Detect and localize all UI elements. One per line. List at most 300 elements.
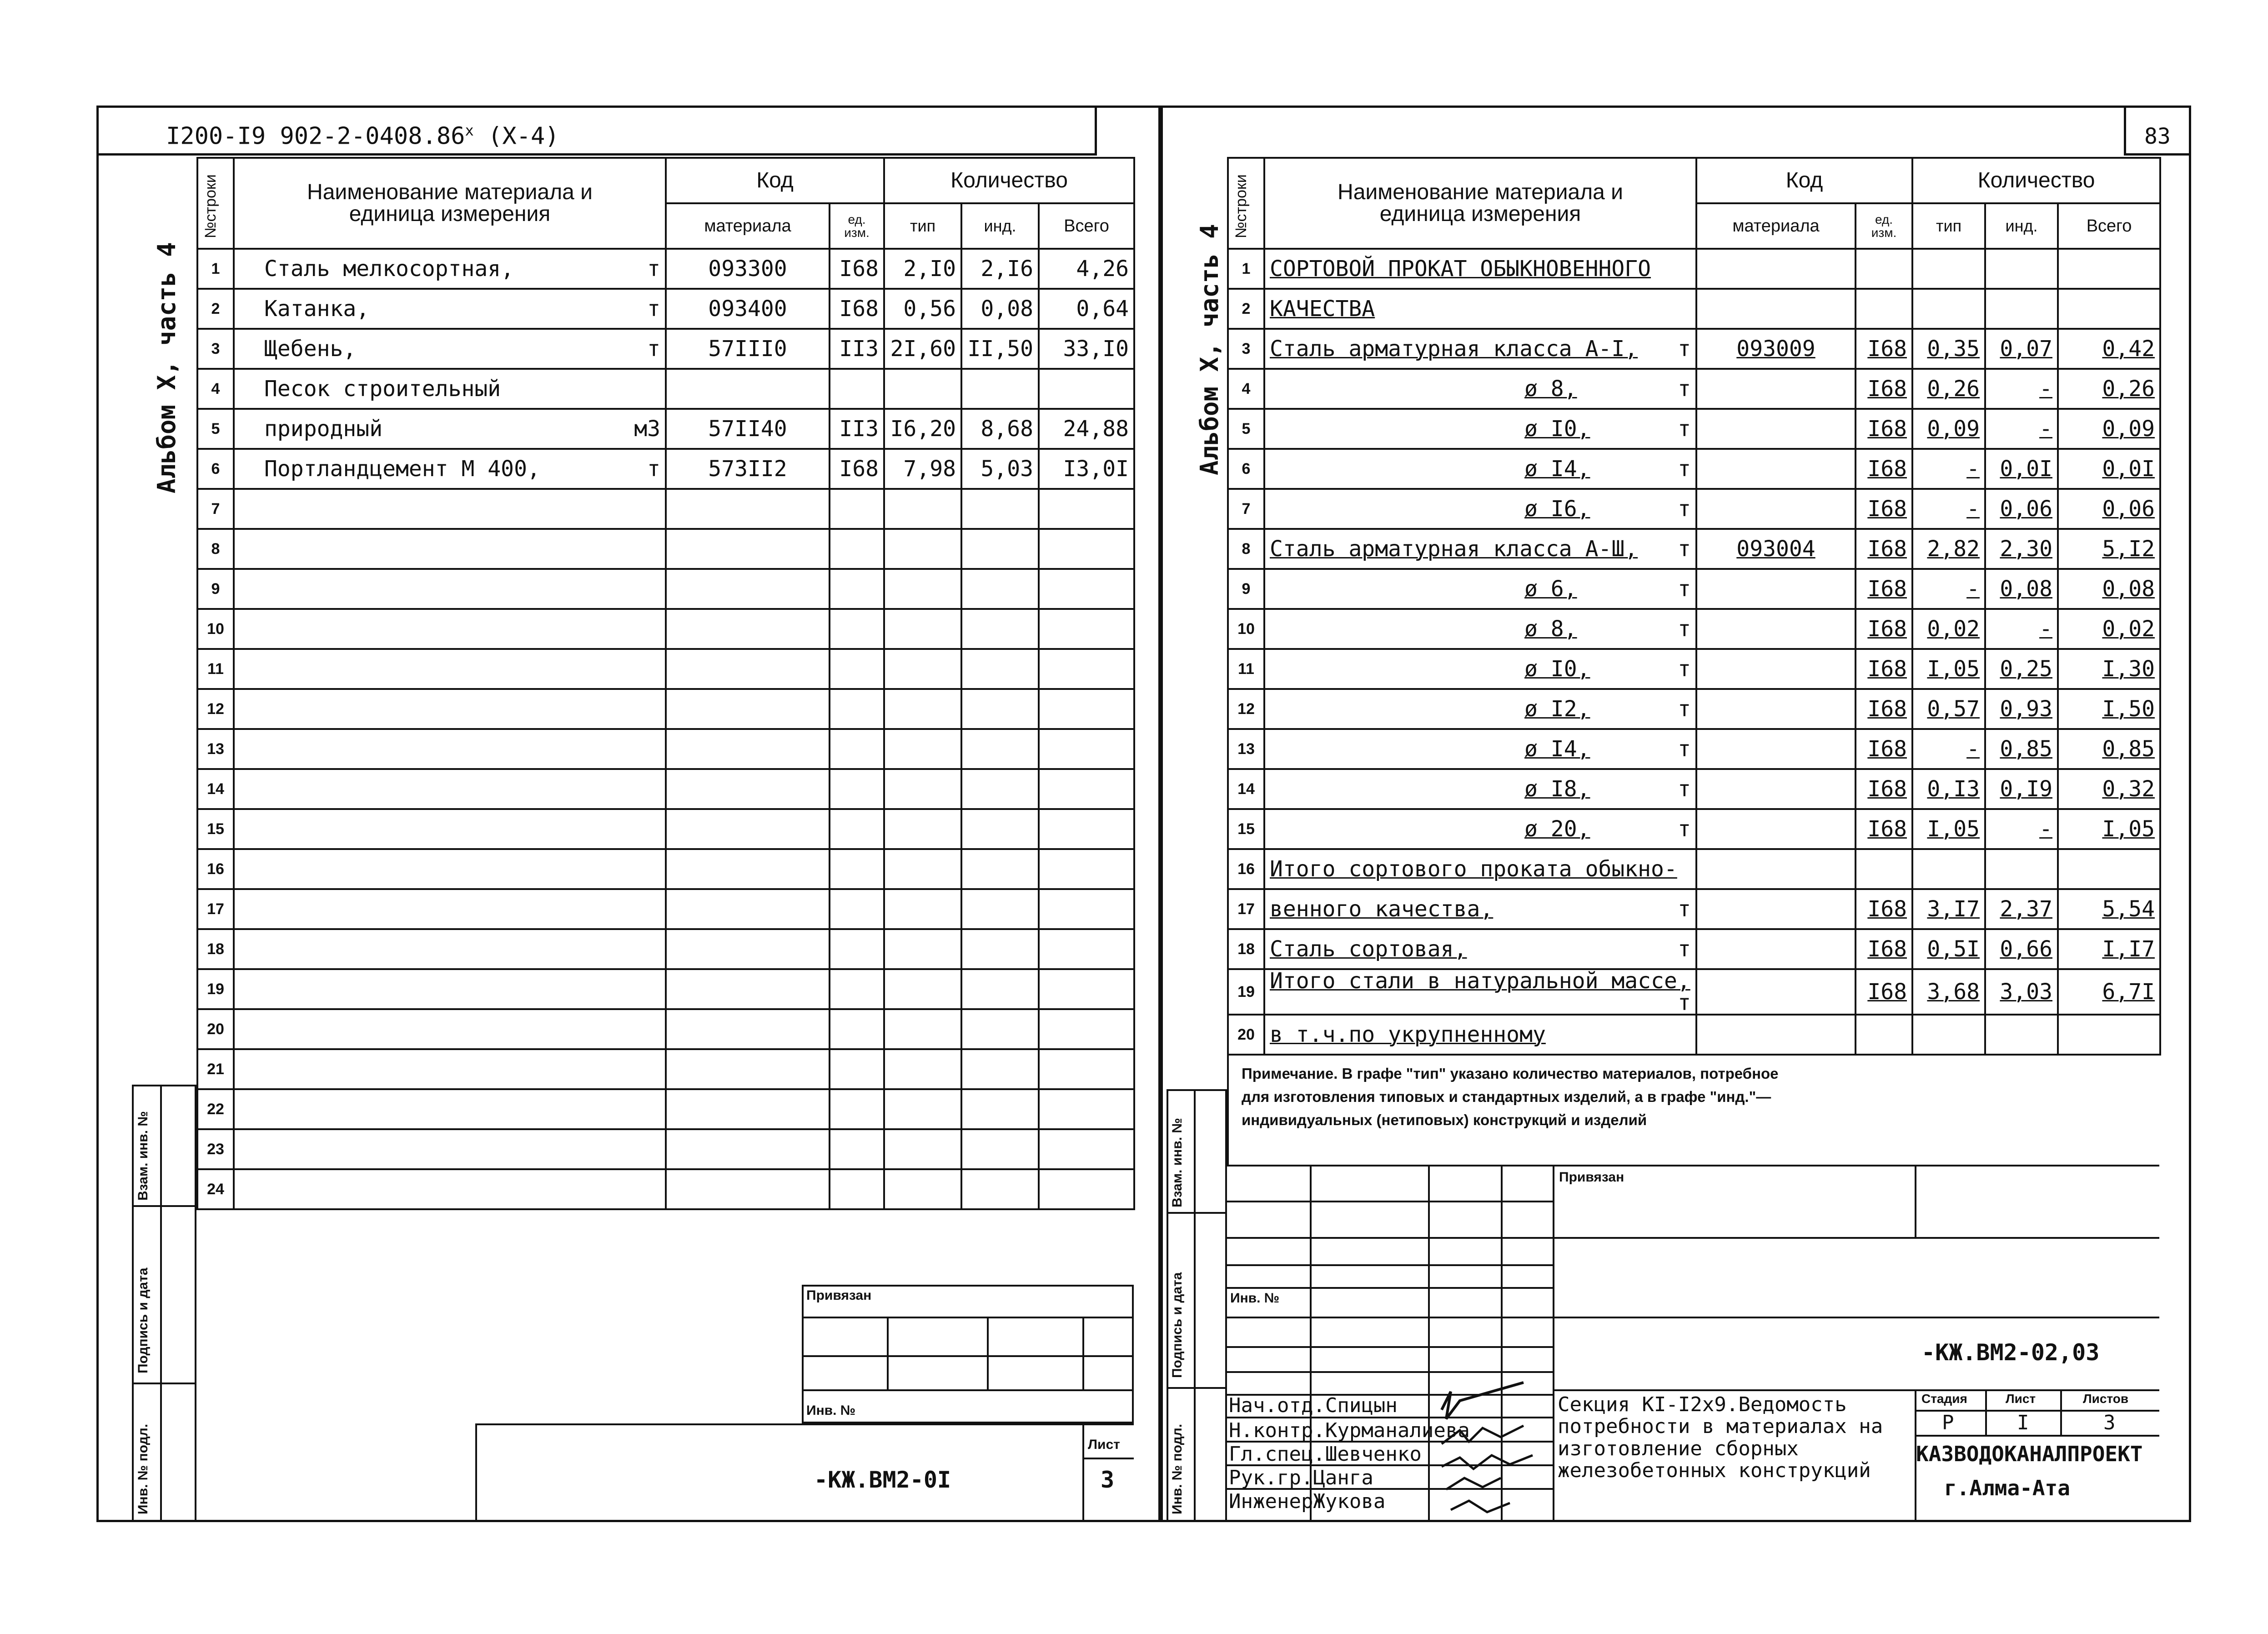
material-name-text xyxy=(239,776,264,802)
material-unit: т xyxy=(1678,416,1691,442)
row-no: 24 xyxy=(197,1169,234,1209)
qty-type: - xyxy=(1912,729,1985,769)
row-no: 2 xyxy=(197,289,234,329)
qty-total: 0,64 xyxy=(1039,289,1134,329)
row-no: 18 xyxy=(197,929,234,969)
material-code xyxy=(666,609,830,649)
unit-code xyxy=(830,889,884,929)
material-code: 093300 xyxy=(666,249,830,289)
material-unit: т xyxy=(1678,536,1691,562)
table-row xyxy=(197,769,1134,809)
row-no: 6 xyxy=(1228,449,1264,489)
table-row xyxy=(197,569,1134,609)
qty-ind: 3,03 xyxy=(1985,969,2058,1015)
table-row xyxy=(197,249,1134,289)
material-name-text: ø 6, xyxy=(1524,576,1577,602)
qty-type: I,05 xyxy=(1912,809,1985,849)
qty-type xyxy=(884,1129,961,1169)
material-name-text: Портландцемент М 400, xyxy=(264,456,540,482)
left-col-qty-total: Всего xyxy=(1039,203,1134,249)
table-row xyxy=(197,1169,1134,1209)
table-row xyxy=(1228,969,2160,1015)
right-col-qty: Количество xyxy=(1912,158,2160,203)
row-no: 8 xyxy=(1228,529,1264,569)
qty-total: 5,I2 xyxy=(2058,529,2160,569)
table-row xyxy=(197,409,1134,449)
right-role-5: ИнженерЖукова xyxy=(1229,1490,1386,1513)
right-doc-code: -КЖ.ВМ2-02,03 xyxy=(1921,1339,2100,1366)
table-row xyxy=(1228,409,2160,449)
row-no: 11 xyxy=(1228,649,1264,689)
material-name xyxy=(1264,529,1696,569)
table-row xyxy=(1228,609,2160,649)
material-name-text xyxy=(239,1016,264,1042)
qty-type xyxy=(884,769,961,809)
material-name xyxy=(1264,809,1696,849)
material-name-text: Сталь сортовая, xyxy=(1270,936,1467,962)
material-code: 093400 xyxy=(666,289,830,329)
unit-code xyxy=(1856,289,1912,329)
unit-code xyxy=(830,489,884,529)
material-unit: т xyxy=(647,456,660,482)
right-city: г.Алма-Ата xyxy=(1944,1476,2070,1500)
material-name-text: венного качества, xyxy=(1270,896,1494,922)
right-col-code-material: материала xyxy=(1696,203,1856,249)
unit-code: I68 xyxy=(830,289,884,329)
material-code xyxy=(1696,689,1856,729)
left-inv-no-label: Инв. № xyxy=(806,1403,856,1418)
qty-total: 0,06 xyxy=(2058,489,2160,529)
qty-ind xyxy=(961,529,1039,569)
qty-ind xyxy=(961,929,1039,969)
table-row xyxy=(1228,449,2160,489)
qty-ind xyxy=(1985,249,2058,289)
material-name-text xyxy=(239,696,264,722)
unit-code: I68 xyxy=(1856,809,1912,849)
material-code xyxy=(1696,849,1856,889)
unit-code xyxy=(1856,249,1912,289)
material-name xyxy=(1264,289,1696,329)
right-privyazan-vline xyxy=(1915,1166,1916,1237)
material-name xyxy=(1264,249,1696,289)
qty-ind xyxy=(961,969,1039,1009)
right-stage-hline-2 xyxy=(1915,1435,2159,1437)
qty-ind: 0,I9 xyxy=(1985,769,2058,809)
qty-total xyxy=(1039,729,1134,769)
unit-code xyxy=(830,809,884,849)
qty-type: - xyxy=(1912,489,1985,529)
qty-type xyxy=(884,849,961,889)
material-code xyxy=(666,369,830,409)
qty-total: 0,08 xyxy=(2058,569,2160,609)
qty-total xyxy=(1039,1129,1134,1169)
right-col-row-no: №строки xyxy=(1228,158,1264,249)
qty-type xyxy=(884,489,961,529)
material-name-text: ø I8, xyxy=(1524,776,1590,802)
unit-code: I68 xyxy=(1856,929,1912,969)
unit-code: I68 xyxy=(830,449,884,489)
qty-type: 0,I3 xyxy=(1912,769,1985,809)
material-code xyxy=(1696,369,1856,409)
qty-ind: 0,06 xyxy=(1985,489,2058,529)
row-no: 1 xyxy=(1228,249,1264,289)
row-no: 3 xyxy=(1228,329,1264,369)
qty-type: I6,20 xyxy=(884,409,961,449)
left-code-box xyxy=(475,1423,1134,1522)
material-code xyxy=(666,809,830,849)
material-name xyxy=(1264,969,1696,1015)
qty-total xyxy=(1039,809,1134,849)
material-code xyxy=(666,529,830,569)
unit-code: I68 xyxy=(1856,369,1912,409)
table-row xyxy=(1228,1015,2160,1055)
qty-total xyxy=(2058,1015,2160,1055)
qty-ind xyxy=(1985,1015,2058,1055)
table-row xyxy=(1228,729,2160,769)
row-no: 10 xyxy=(1228,609,1264,649)
left-album-label: Альбом X, часть 4 xyxy=(152,242,181,493)
left-privyazan-vline-1 xyxy=(887,1317,889,1389)
right-stamp-hline-1 xyxy=(1554,1237,2159,1239)
qty-ind xyxy=(961,609,1039,649)
material-name xyxy=(1264,889,1696,929)
material-code xyxy=(1696,609,1856,649)
left-side-strip-divider-1 xyxy=(132,1205,196,1207)
qty-ind xyxy=(961,369,1039,409)
qty-ind xyxy=(961,489,1039,529)
qty-total xyxy=(1039,569,1134,609)
material-code xyxy=(666,1049,830,1089)
material-name-text xyxy=(239,976,264,1002)
material-name xyxy=(234,809,666,849)
right-stage-vline-2 xyxy=(2060,1389,2062,1435)
material-unit: т xyxy=(647,256,660,282)
table-row xyxy=(197,1129,1134,1169)
right-stage-vline-1 xyxy=(1985,1389,1987,1435)
material-code xyxy=(666,849,830,889)
qty-total xyxy=(1039,1169,1134,1209)
row-no: 20 xyxy=(1228,1015,1264,1055)
material-code xyxy=(666,1129,830,1169)
qty-type xyxy=(884,529,961,569)
material-code xyxy=(666,729,830,769)
qty-total: 24,88 xyxy=(1039,409,1134,449)
unit-code xyxy=(830,929,884,969)
qty-total xyxy=(1039,1009,1134,1049)
row-no: 19 xyxy=(197,969,234,1009)
material-name xyxy=(1264,489,1696,529)
material-name-text: Итого сортового проката обыкно- xyxy=(1270,856,1677,882)
material-name-text: Сталь мелкосортная, xyxy=(264,256,514,282)
material-name xyxy=(1264,1015,1696,1055)
right-side-label-inv: Инв. № подл. xyxy=(1170,1423,1185,1514)
row-no: 23 xyxy=(197,1129,234,1169)
left-list-label: Лист xyxy=(1088,1437,1120,1452)
material-name xyxy=(234,889,666,929)
qty-total xyxy=(2058,289,2160,329)
unit-code xyxy=(830,689,884,729)
qty-type: - xyxy=(1912,569,1985,609)
material-name-text xyxy=(239,896,264,922)
material-code xyxy=(1696,969,1856,1015)
material-code xyxy=(666,489,830,529)
material-name xyxy=(1264,369,1696,409)
left-doc-code: -КЖ.ВМ2-0I xyxy=(814,1467,951,1493)
table-row xyxy=(197,1089,1134,1129)
qty-type: 2,82 xyxy=(1912,529,1985,569)
material-name-text xyxy=(239,1176,264,1202)
qty-type: 3,I7 xyxy=(1912,889,1985,929)
left-side-strip-divider-v xyxy=(160,1085,162,1522)
qty-ind: - xyxy=(1985,369,2058,409)
qty-ind: 2,I6 xyxy=(961,249,1039,289)
material-code xyxy=(1696,289,1856,329)
table-row xyxy=(1228,329,2160,369)
material-code: 57III0 xyxy=(666,329,830,369)
unit-code xyxy=(830,529,884,569)
material-code xyxy=(666,1009,830,1049)
qty-total: 0,0I xyxy=(2058,449,2160,489)
material-unit: т xyxy=(1678,616,1691,642)
material-name-text: ø 20, xyxy=(1524,816,1590,842)
right-sheet-value: I xyxy=(2017,1411,2029,1434)
qty-total: 0,42 xyxy=(2058,329,2160,369)
unit-code: I68 xyxy=(1856,649,1912,689)
qty-type xyxy=(884,889,961,929)
table-row xyxy=(1228,769,2160,809)
table-row xyxy=(1228,369,2160,409)
material-name-text xyxy=(239,1136,264,1162)
unit-code xyxy=(830,849,884,889)
row-no: 9 xyxy=(1228,569,1264,609)
table-row xyxy=(197,489,1134,529)
row-no: 11 xyxy=(197,649,234,689)
material-name xyxy=(234,289,666,329)
material-name xyxy=(1264,929,1696,969)
row-no: 14 xyxy=(1228,769,1264,809)
row-no: 17 xyxy=(197,889,234,929)
qty-type xyxy=(884,609,961,649)
right-sheets-value: 3 xyxy=(2103,1411,2116,1434)
material-name-text: Сталь арматурная класса А-I, xyxy=(1270,336,1638,362)
qty-total xyxy=(1039,929,1134,969)
left-side-strip-divider-2 xyxy=(132,1383,196,1384)
row-no: 1 xyxy=(197,249,234,289)
material-name xyxy=(234,1089,666,1129)
table-row xyxy=(1228,689,2160,729)
material-code xyxy=(1696,409,1856,449)
material-name-text: ø I6, xyxy=(1524,496,1590,522)
material-name xyxy=(234,849,666,889)
right-sheet-title: Секция КI-I2х9.Ведомость потребности в материалах на изготовление сборных железобетонных конструкций xyxy=(1558,1393,1883,1483)
left-side-label-inv: Инв. № подл. xyxy=(136,1423,151,1514)
qty-ind xyxy=(961,769,1039,809)
material-name xyxy=(1264,569,1696,609)
material-name-text: ø I0, xyxy=(1524,416,1590,442)
material-name-text: Щебень, xyxy=(264,336,357,362)
signatures xyxy=(1433,1373,1551,1519)
table-row xyxy=(1228,489,2160,529)
qty-ind: 0,85 xyxy=(1985,729,2058,769)
unit-code xyxy=(830,569,884,609)
qty-ind xyxy=(961,809,1039,849)
qty-total xyxy=(1039,1089,1134,1129)
table-row xyxy=(1228,809,2160,849)
qty-ind: 8,68 xyxy=(961,409,1039,449)
right-stamp-hline-2 xyxy=(1554,1317,2159,1318)
unit-code xyxy=(830,1009,884,1049)
material-unit: т xyxy=(1678,336,1691,362)
material-name-text: ø I2, xyxy=(1524,696,1590,722)
qty-type: 0,09 xyxy=(1912,409,1985,449)
material-unit: т xyxy=(1678,576,1691,602)
qty-ind xyxy=(961,1169,1039,1209)
left-header-suffix: (X-4) xyxy=(488,122,559,150)
material-name-text xyxy=(239,576,264,602)
qty-total xyxy=(1039,649,1134,689)
material-name-text xyxy=(239,496,264,522)
table-row xyxy=(1228,569,2160,609)
material-name-text: в т.ч.по укрупненному xyxy=(1270,1022,1546,1047)
qty-type xyxy=(1912,1015,1985,1055)
right-note: Примечание. В графе "тип" указано количество материалов, потребное для изготовления типовых и стандартных изделий, а в графе "инд."— индивидуальных (нетиповых) конструкций и изделий xyxy=(1242,1065,1779,1129)
qty-ind xyxy=(961,889,1039,929)
material-name xyxy=(1264,649,1696,689)
right-page-no: 83 xyxy=(2144,124,2171,149)
qty-total xyxy=(1039,769,1134,809)
left-col-code: Код xyxy=(666,158,884,203)
qty-ind: 5,03 xyxy=(961,449,1039,489)
right-col-qty-total: Всего xyxy=(2058,203,2160,249)
qty-total xyxy=(1039,1049,1134,1089)
qty-type: 7,98 xyxy=(884,449,961,489)
material-name xyxy=(234,529,666,569)
qty-type: I,05 xyxy=(1912,649,1985,689)
material-name xyxy=(234,489,666,529)
right-role-3: Гл.спец.Шевченко xyxy=(1229,1443,1422,1466)
qty-ind: 0,93 xyxy=(1985,689,2058,729)
unit-code: II3 xyxy=(830,409,884,449)
right-col-qty-ind: инд. xyxy=(1985,203,2058,249)
qty-type: 2I,60 xyxy=(884,329,961,369)
qty-type xyxy=(1912,289,1985,329)
table-row xyxy=(197,929,1134,969)
unit-code xyxy=(830,369,884,409)
material-name xyxy=(234,1129,666,1169)
material-name-text: КАЧЕСТВА xyxy=(1270,296,1375,322)
row-no: 4 xyxy=(1228,369,1264,409)
qty-ind xyxy=(961,689,1039,729)
right-stage-value: Р xyxy=(1942,1411,1954,1434)
left-col-code-unit: ед. изм. xyxy=(830,203,884,249)
unit-code xyxy=(830,1049,884,1089)
left-header-code xyxy=(166,122,559,150)
material-code xyxy=(1696,929,1856,969)
right-role-2: Н.контр.Курманалиева xyxy=(1229,1419,1470,1442)
material-code xyxy=(1696,569,1856,609)
qty-ind xyxy=(961,849,1039,889)
qty-total: 6,7I xyxy=(2058,969,2160,1015)
stamp-hline xyxy=(1227,1264,1554,1266)
material-name xyxy=(234,649,666,689)
row-no: 14 xyxy=(197,769,234,809)
qty-type: 0,26 xyxy=(1912,369,1985,409)
left-header-sup: x xyxy=(465,122,474,139)
material-name-text: ø I4, xyxy=(1524,456,1590,482)
material-name-text xyxy=(239,616,264,642)
row-no: 16 xyxy=(197,849,234,889)
material-code xyxy=(666,569,830,609)
material-code xyxy=(1696,1015,1856,1055)
right-side-strip-divider-2 xyxy=(1167,1387,1227,1389)
material-code xyxy=(1696,649,1856,689)
qty-type: 0,02 xyxy=(1912,609,1985,649)
material-unit: т xyxy=(1678,816,1691,842)
qty-type xyxy=(884,929,961,969)
material-name xyxy=(1264,769,1696,809)
material-unit: т xyxy=(1678,776,1691,802)
table-row xyxy=(197,729,1134,769)
material-code xyxy=(1696,729,1856,769)
material-name xyxy=(234,449,666,489)
right-side-strip-divider-1 xyxy=(1167,1212,1227,1214)
left-col-qty-type: тип xyxy=(884,203,961,249)
material-name-text: природный xyxy=(264,416,383,442)
qty-ind: 2,30 xyxy=(1985,529,2058,569)
left-list-no: 3 xyxy=(1101,1467,1115,1493)
qty-type xyxy=(884,1089,961,1129)
table-row xyxy=(1228,929,2160,969)
table-row xyxy=(197,689,1134,729)
left-privyazan-label: Привязан xyxy=(806,1288,872,1303)
stamp-vline xyxy=(1428,1166,1430,1522)
left-privyazan-line-3 xyxy=(802,1389,1134,1391)
material-unit: т xyxy=(647,296,660,322)
material-name xyxy=(1264,449,1696,489)
right-materials-table xyxy=(1227,157,2161,1056)
right-side-strip-divider-v xyxy=(1194,1089,1196,1522)
material-code xyxy=(666,769,830,809)
material-unit: т xyxy=(1678,896,1691,922)
qty-total xyxy=(2058,249,2160,289)
unit-code: I68 xyxy=(1856,729,1912,769)
material-code xyxy=(1696,449,1856,489)
material-name-text xyxy=(239,936,264,962)
material-name xyxy=(234,769,666,809)
qty-total: 0,02 xyxy=(2058,609,2160,649)
qty-ind: 0,25 xyxy=(1985,649,2058,689)
qty-ind: 0,07 xyxy=(1985,329,2058,369)
material-code xyxy=(1696,769,1856,809)
qty-type xyxy=(884,969,961,1009)
material-unit: т xyxy=(1678,376,1691,402)
left-privyazan-vline-2 xyxy=(987,1317,989,1389)
material-code xyxy=(666,929,830,969)
material-name xyxy=(234,1009,666,1049)
material-name xyxy=(234,969,666,1009)
qty-total: I3,0I xyxy=(1039,449,1134,489)
table-row xyxy=(197,889,1134,929)
material-name xyxy=(1264,729,1696,769)
material-code: 093009 xyxy=(1696,329,1856,369)
material-name xyxy=(1264,329,1696,369)
table-row xyxy=(197,1009,1134,1049)
material-unit: т xyxy=(1678,656,1691,682)
row-no: 21 xyxy=(197,1049,234,1089)
material-code: 093004 xyxy=(1696,529,1856,569)
table-row xyxy=(1228,889,2160,929)
qty-type xyxy=(884,649,961,689)
